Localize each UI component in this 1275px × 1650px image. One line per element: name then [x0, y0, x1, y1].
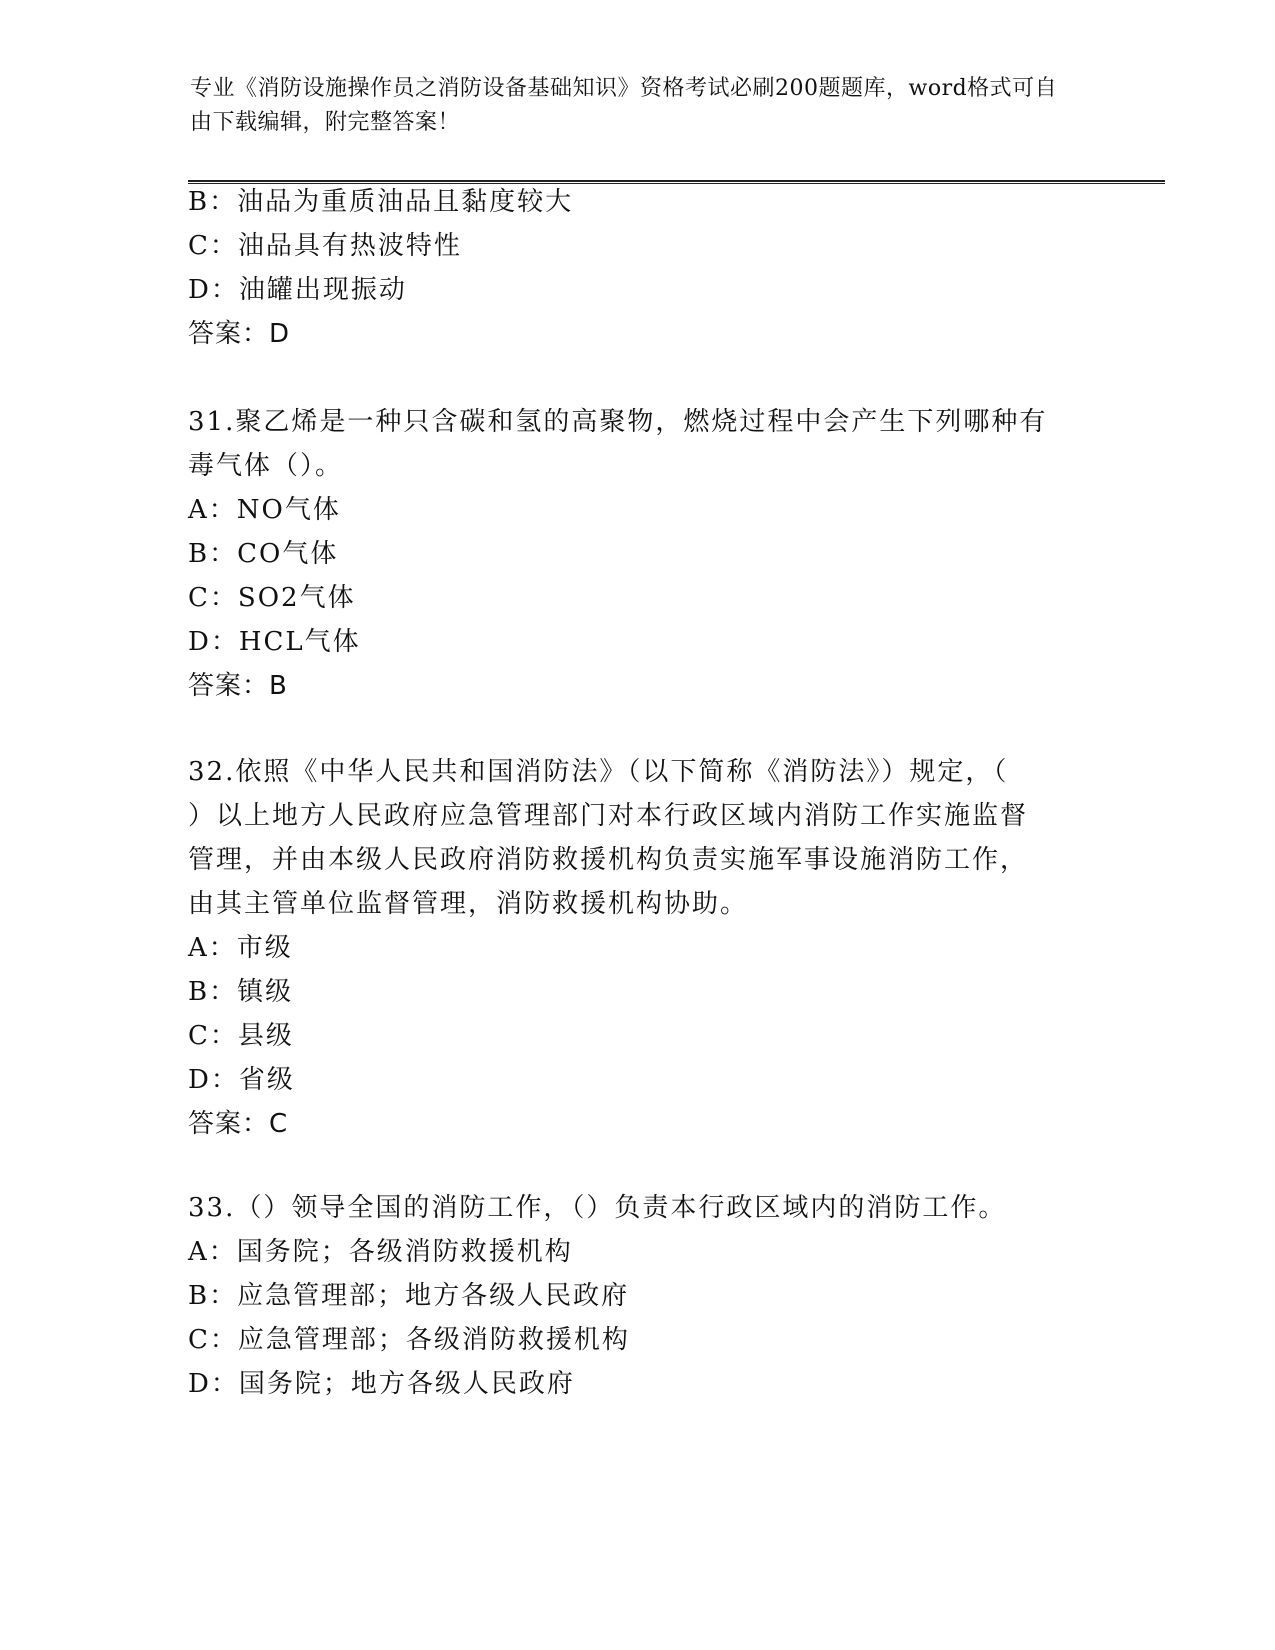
q31-option-b: B：CO气体	[188, 539, 339, 569]
q32-option-b: B：镇级	[188, 977, 294, 1007]
q33-stem-line-1: 33.（）领导全国的消防工作，（）负责本行政区域内的消防工作。	[188, 1193, 1007, 1223]
prev-answer: 答案：D	[188, 319, 291, 349]
q31-answer: 答案：B	[188, 671, 288, 701]
q31-option-d: D：HCL气体	[188, 627, 361, 657]
q32-stem-line-2: ）以上地方人民政府应急管理部门对本行政区域内消防工作实施监督	[188, 801, 1029, 831]
q33-option-d: D：国务院；地方各级人民政府	[188, 1369, 575, 1399]
prev-option-c: C：油品具有热波特性	[188, 231, 462, 261]
q31-option-c: C：SO2气体	[188, 583, 356, 613]
q32-option-d: D：省级	[188, 1065, 295, 1095]
q33-option-c: C：应急管理部；各级消防救援机构	[188, 1325, 630, 1355]
q31-stem-line-1: 31.聚乙烯是一种只含碳和氢的高聚物，燃烧过程中会产生下列哪种有	[188, 407, 1048, 437]
document-header: 专业《消防设施操作员之消防设备基础知识》资格考试必刷200题题库，word格式可自由下载编辑，附完整答案！	[190, 76, 1058, 135]
header-divider	[188, 180, 1165, 184]
prev-option-d: D：油罐出现振动	[188, 275, 407, 305]
q31-stem-line-2: 毒气体（）。	[188, 451, 344, 481]
q32-stem-line-1: 32.依照《中华人民共和国消防法》（以下简称《消防法》）规定，（	[188, 757, 1009, 787]
q32-stem-line-4: 由其主管单位监督管理，消防救援机构协助。	[188, 889, 749, 919]
q32-option-a: A：市级	[188, 933, 293, 963]
q32-stem-line-3: 管理，并由本级人民政府消防救援机构负责实施军事设施消防工作，	[188, 845, 1029, 875]
prev-option-b: B：油品为重质油品且黏度较大	[188, 187, 574, 217]
q32-option-c: C：县级	[188, 1021, 294, 1051]
q33-option-b: B：应急管理部；地方各级人民政府	[188, 1281, 630, 1311]
q32-answer: 答案：C	[188, 1109, 289, 1139]
q33-option-a: A：国务院；各级消防救援机构	[188, 1237, 573, 1267]
q31-option-a: A：NO气体	[188, 495, 341, 525]
